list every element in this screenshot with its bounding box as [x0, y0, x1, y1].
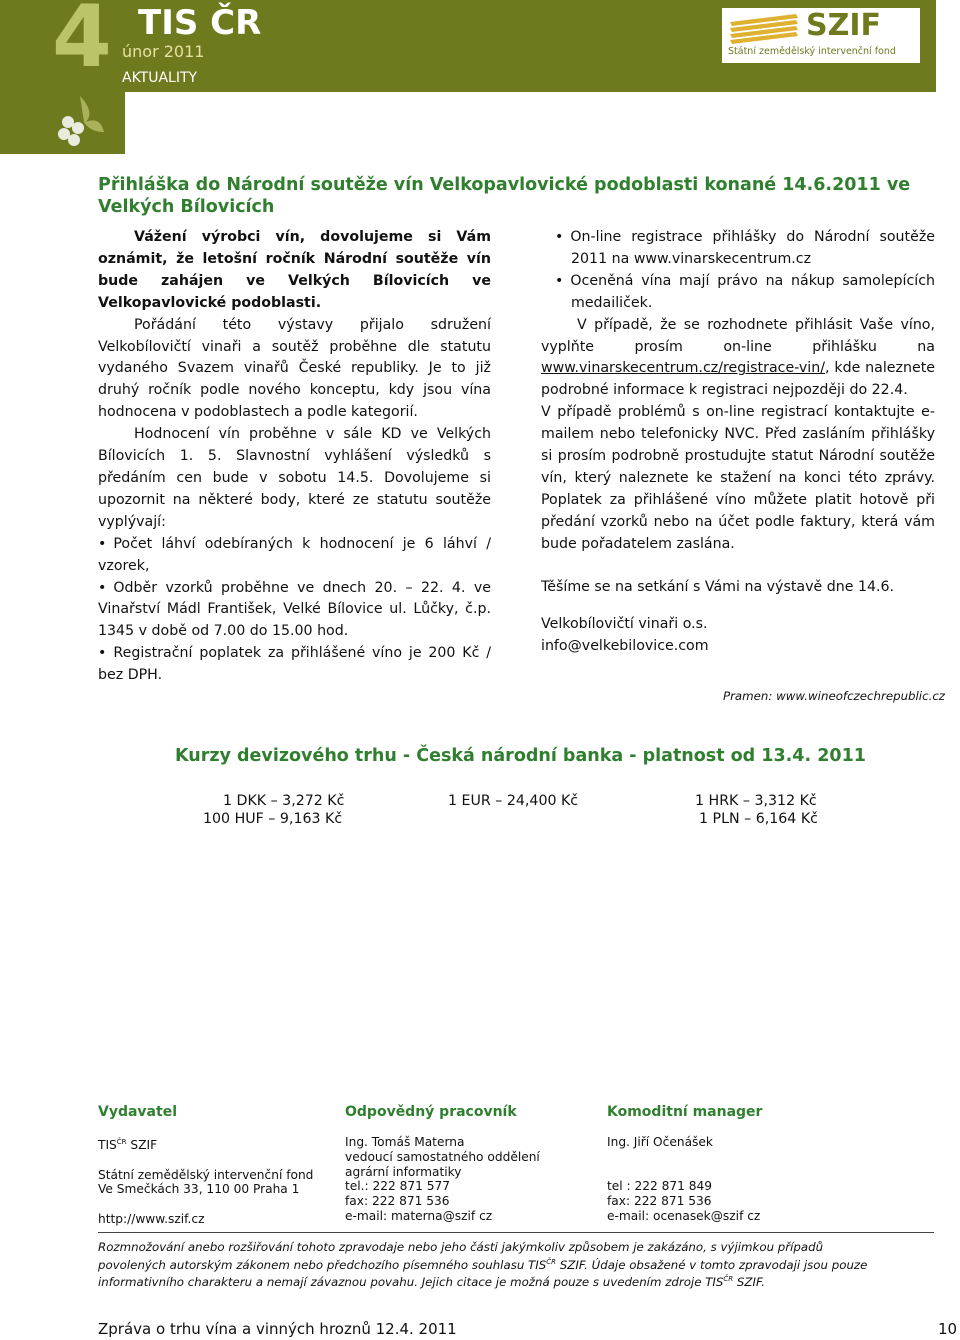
- contact-line: agrární informatiky: [345, 1164, 462, 1179]
- manager-block: [607, 1135, 760, 1224]
- source-note: Pramen: www.wineofczechrepublic.cz: [722, 689, 945, 703]
- contact-line: tel : 222 871 849: [607, 1179, 713, 1194]
- bullet-text: • On-line registrace přihlášky do Národní soutěže 2011 na: [555, 229, 935, 267]
- contact-line: Ing. Jiří Očenášek: [607, 1135, 713, 1149]
- szif-subtitle: Státní zemědělský intervenční fond: [728, 46, 896, 57]
- signature-email[interactable]: info@velkebilovice.com: [541, 638, 709, 655]
- closing-line: Těšíme se na setkání s Vámi na výstavě dne 14.6.: [541, 579, 895, 596]
- issue-number: 4: [52, 0, 110, 87]
- rates-title: Kurzy devizového trhu - Česká národní banka - platnost od 13.4. 2011: [175, 746, 866, 766]
- contact-line: vedoucí samostatného oddělení: [345, 1149, 540, 1164]
- publisher-address: Ve Smečkách 33, 110 00 Praha 1: [98, 1182, 300, 1197]
- tis-logo: TIS ČR: [138, 3, 262, 43]
- paragraph-text: V případě, že se rozhodnete přihlásit Vaše víno, vyplňte prosím on-line přihlášku na: [541, 316, 935, 355]
- report-title: Zpráva o trhu vína a vinných hroznů 12.4. 2011: [98, 1320, 457, 1338]
- contact-line: fax: 222 871 536: [345, 1194, 450, 1209]
- bullet-item: [541, 227, 935, 271]
- publisher-block: [98, 1135, 313, 1227]
- article-paragraph: Hodnocení vín proběhne v sále KD ve Velkých Bílovicích 1. 5. Slavnostní vyhlášení výsledků s předáním cen bude v sobotu 14.5. Dovolujeme si upozornit na některé body, které ze statutu soutěže vyplývají:: [98, 426, 491, 530]
- intro-line-1: Vážení výrobci vín, dovolujeme si Vám: [134, 229, 491, 245]
- intro-line-2: oznámit, že letošní ročník Národní soutěže vín: [98, 250, 491, 267]
- responsible-heading: Odpovědný pracovník: [345, 1104, 517, 1120]
- header-side-strip: [0, 92, 125, 154]
- contact-email[interactable]: e-mail: materna@szif cz: [345, 1208, 493, 1223]
- rate-huf: 100 HUF – 9,163 Kč: [203, 811, 343, 827]
- section-label: AKTUALITY: [122, 70, 198, 86]
- article-left-column: [98, 227, 491, 687]
- page-number: 10: [938, 1320, 958, 1338]
- article-title: Přihláška do Národní soutěže vín Velkopavlovické podoblasti konané 14.6.2011 ve Velkých Bílovicích: [98, 175, 911, 217]
- intro-line-3: bude zahájen ve Velkých Bílovicích ve: [98, 272, 491, 289]
- footer-divider: [98, 1232, 934, 1233]
- paragraph-text: , kde naleznete podrobné informace k registraci nejpozději do 22.4.: [541, 360, 935, 399]
- article-paragraph: [541, 315, 935, 403]
- rate-eur: 1 EUR – 24,400 Kč: [448, 793, 579, 809]
- szif-brand: SZIF: [806, 8, 882, 43]
- manager-heading: Komoditní manager: [607, 1104, 763, 1120]
- contact-email[interactable]: e-mail: ocenasek@szif cz: [607, 1208, 761, 1223]
- rate-hrk: 1 HRK – 3,312 Kč: [695, 793, 817, 809]
- issue-month: únor 2011: [122, 42, 205, 61]
- registration-link[interactable]: www.vinarskecentrum.cz: [633, 250, 812, 267]
- grape-leaf-graphic: [0, 92, 125, 154]
- contact-line: Ing. Tomáš Materna: [345, 1135, 465, 1149]
- publisher-heading: Vydavatel: [98, 1104, 177, 1120]
- contact-line: fax: 222 871 536: [607, 1194, 712, 1209]
- contact-line: tel.: 222 871 577: [345, 1179, 451, 1194]
- publisher-url[interactable]: http://www.szif.cz: [98, 1212, 205, 1227]
- responsible-block: [345, 1135, 540, 1224]
- article-right-column: [541, 227, 935, 658]
- disclaimer: Rozmnožování anebo rozšiřování tohoto zpravodaje nebo jeho části jakýmkoliv způsobem je zakázáno, s výjimkou případů povolených autorským zákonem nebo předchozího písemného souhlasu $TIS^{ČR}$ SZIF. Údaje obsažené v tomto zpravodaji jsou pouze informativního charakteru a nemají závaznou povahu. Jejich citace je možná pouze s uvedením zdroje $TIS^{ČR}$ SZIF.: [98, 1240, 868, 1289]
- bullet-item: • Počet láhví odebíraných k hodnocení je 6 láhví / vzorek,: [98, 534, 491, 578]
- rate-dkk: 1 DKK – 3,272 Kč: [223, 793, 345, 809]
- registration-form-link[interactable]: www.vinarskecentrum.cz/registrace-vin/: [541, 360, 826, 377]
- publisher-line: Státní zemědělský intervenční fond: [98, 1167, 314, 1182]
- article-paragraph: V případě problémů s on-line registrací kontaktujte e-mailem nebo telefonicky NVC. Před zasláním přihlášky si prosím podrobně prostudujte statut Národní soutěže vín, který naleznete ke stažení na konci této zprávy. Poplatek za přihlášené víno můžete platit hotově při předání vzorků nebo na účet podle faktury, která vám bude pořadatelem zaslána.: [541, 404, 935, 552]
- szif-stripes-icon: [726, 12, 804, 44]
- intro-line-4: Velkopavlovické podoblasti.: [98, 294, 322, 311]
- bullet-item: • Odběr vzorků proběhne ve dnech 20. – 22. 4. ve Vinařství Mádl František, Velké Bílovice ul. Lůčky, č.p. 1345 v době od 7.00 do 15.00 hod.: [98, 578, 491, 644]
- signature-org: Velkobílovičtí vinaři o.s.: [541, 616, 708, 633]
- bullet-item: • Registrační poplatek za přihlášené víno je 200 Kč / bez DPH.: [98, 643, 491, 687]
- publisher-name: $TIS^{ČR}$ SZIF: [98, 1138, 158, 1153]
- rate-pln: 1 PLN – 6,164 Kč: [699, 811, 818, 827]
- bullet-text: • Oceněná vína mají právo na nákup samolepících medailiček.: [555, 273, 935, 311]
- article-paragraph: Pořádání této výstavy přijalo sdružení Velkobílovičtí vinaři a soutěž proběhne dle statutu vydaného Svazem vinařů České republiky. Je to již druhý ročník podle nového konceptu, kdy jsou vína hodnocena v podoblastech a podle kategorií.: [98, 316, 491, 421]
- bullet-item: [541, 271, 935, 315]
